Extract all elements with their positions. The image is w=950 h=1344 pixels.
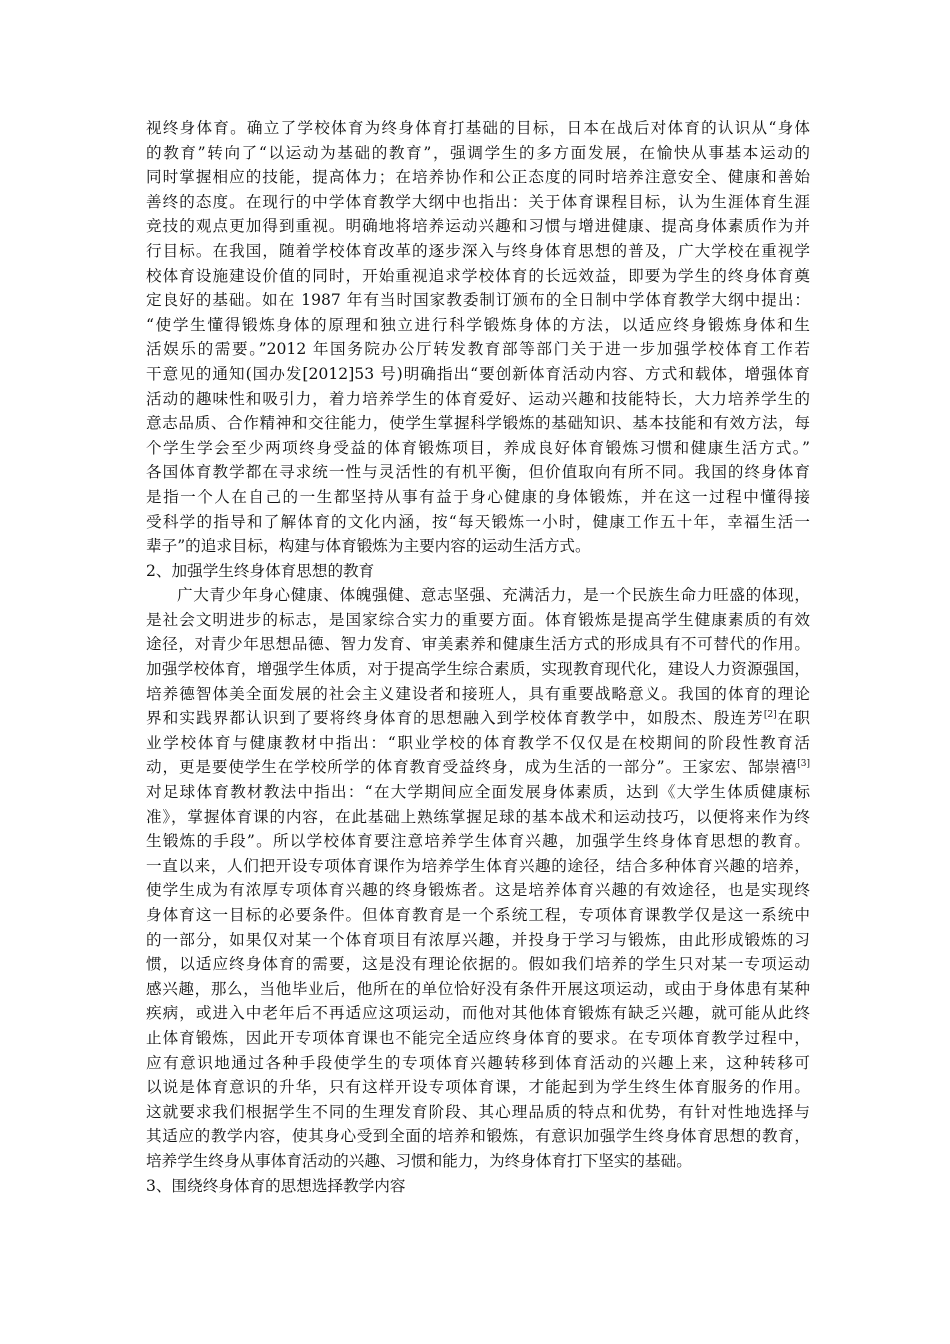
paragraph-continuation [146, 116, 810, 559]
citation-ref: [3] [797, 759, 810, 770]
text-line: 校体育设施建设价值的同时，开始重视追求学校体育的长远效益，即要为学生的终身体育奠 [146, 266, 810, 285]
text-line: 准》，掌握体育课的内容，在此基础上熟练掌握足球的基本战术和运动技巧，以便将来作为终 [146, 807, 810, 826]
text-line: 各国体育教学都在寻求统一性与灵活性的有机平衡，但价值取向有所不同。我国的终身体育 [146, 463, 810, 482]
text-line: 培养学生终身从事体育活动的兴趣、习惯和能力，为终身体育打下坚实的基础。 [146, 1151, 692, 1170]
text-line: 是指一个人在自己的一生都坚持从事有益于身心健康的身体锻炼，并在这一过程中懂得接 [146, 487, 810, 506]
text-line: 止体育锻炼，因此开专项体育课也不能完全适应终身体育的要求。在专项体育教学过程中， [146, 1028, 810, 1047]
text-line: 疾病，或进入中老年后不再适应这项运动，而他对其他体育锻炼有缺乏兴趣，就可能从此终 [146, 1004, 810, 1023]
text-line: 应有意识地通过各种手段使学生的专项体育兴趣转移到体育活动的兴趣上来，这种转移可 [146, 1053, 810, 1072]
text-line: 身体育这一目标的必要条件。但体育教育是一个系统工程，专项体育课教学仅是这一系统中 [146, 906, 810, 924]
text-line [146, 706, 810, 731]
text-line: “使学生懂得锻炼身体的原理和独立进行科学锻炼身体的方法，以适应终身锻炼身体和生 [146, 315, 810, 334]
text-line: 加强学校体育，增强学生体质，对于提高学生综合素质，实现教育现代化，建设人力资源强国， [146, 660, 810, 679]
citation-ref: [2] [763, 710, 777, 721]
text-segment: 界和实践界都认识到了要将终身体育的思想融入到学校体育教学中，如殷杰、殷连芳 [146, 709, 764, 728]
text-line: 对足球体育教材教法中指出：“在大学期间应全面发展身体素质，达到《大学生体质健康标 [146, 783, 810, 802]
text-line: 同时掌握相应的技能，提高体力；在培养协作和公正态度的同时培养注意安全、健康和善始 [146, 168, 810, 187]
text-segment: 在职 [776, 709, 810, 728]
text-line: 其适应的教学内容，使其身心受到全面的培养和锻炼，有意识加强学生终身体育思想的教育， [146, 1127, 810, 1146]
text-line: 培养德智体美全面发展的社会主义建设者和接班人，具有重要战略意义。我国的体育的理论 [146, 684, 810, 703]
text-line [146, 755, 810, 780]
text-line: 意志品质、合作精神和交往能力，使学生掌握科学锻炼的基础知识、基本技能和有效方法，每 [146, 414, 810, 433]
text-line: 使学生成为有浓厚专项体育兴趣的终身锻炼者。这是培养体育兴趣的有效途径，也是实现终 [146, 881, 810, 900]
text-line: 个学生学会至少两项终身受益的体育锻炼项目，养成良好体育锻炼习惯和健康生活方式。” [146, 438, 810, 457]
text-segment: 动，更是要使学生在学校所学的体育教育受益终身，成为生活的一部分”。王家宏、郜崇禧 [146, 758, 798, 777]
text-line: 广大青少年身心健康、体魄强健、意志坚强、充满活力，是一个民族生命力旺盛的体现， [177, 586, 810, 605]
text-line: 惯，以适应终身体育的需要，这是没有理论依据的。假如我们培养的学生只对某一专项运动 [146, 955, 810, 974]
text-line: 的一部分，如果仅对某一个体育项目有浓厚兴趣，并投身于学习与锻炼，由此形成锻炼的习 [146, 930, 810, 949]
text-line: 善终的态度。在现行的中学体育教学大纲中也指出：关于体育课程目标，认为生涯体育生涯 [146, 192, 810, 211]
text-line: 视终身体育。确立了学校体育为终身体育打基础的目标，日本在战后对体育的认识从“身体 [146, 119, 810, 137]
text-line: 活动的趣味性和吸引力，着力培养学生的体育爱好、运动兴趣和技能特长，大力培养学生的 [146, 389, 810, 408]
text-line: 一直以来，人们把开设专项体育课作为培养学生体育兴趣的途径，结合多种体育兴趣的培养， [146, 856, 810, 875]
text-line: 定良好的基础。如在 1987 年有当时国家教委制订颁布的全日制中学体育教学大纲中提出： [146, 291, 810, 310]
text-line: 竞技的观点更加得到重视。明确地将培养运动兴趣和习惯与增进健康、提高身体素质作为并 [146, 217, 810, 236]
text-line: 行目标。在我国，随着学校体育改革的逐步深入与终身体育思想的普及，广大学校在重视学 [146, 241, 810, 260]
section-heading-2: 2、加强学生终身体育思想的教育 [146, 561, 375, 580]
document-page [146, 116, 810, 1198]
text-line: 业学校体育与健康教材中指出：“职业学校的体育教学不仅仅是在校期间的阶段性教育活 [146, 733, 810, 752]
text-line: 途径，对青少年思想品德、智力发育、审美素养和健康生活方式的形成具有不可替代的作用。 [146, 635, 810, 654]
text-line: 是社会文明进步的标志，是国家综合实力的重要方面。体育锻炼是提高学生健康素质的有效 [146, 610, 810, 629]
paragraph-section-2 [146, 583, 810, 1173]
text-line: 生锻炼的手段”。所以学校体育要注意培养学生体育兴趣，加强学生终身体育思想的教育。 [146, 832, 810, 851]
text-line: 这就要求我们根据学生不同的生理发育阶段、其心理品质的特点和优势，有针对性地选择与 [146, 1102, 810, 1121]
text-line: 受科学的指导和了解体育的文化内涵，按“每天锻炼一小时，健康工作五十年，幸福生活一 [146, 512, 810, 531]
text-line: 干意见的通知(国办发[2012]53 号)明确指出“要创新体育活动内容、方式和载体，增强体育 [146, 364, 810, 383]
text-line: 的教育”转向了“以运动为基础的教育”，强调学生的多方面发展，在愉快从事基本运动的 [146, 143, 810, 162]
text-line: 辈子”的追求目标，构建与体育锻炼为主要内容的运动生活方式。 [146, 537, 591, 556]
text-line: 感兴趣，那么，当他毕业后，他所在的单位恰好没有条件开展这项运动，或由于身体患有某种 [146, 979, 810, 998]
text-line: 活娱乐的需要。”2012 年国务院办公厅转发教育部等部门关于进一步加强学校体育工作若 [146, 340, 810, 359]
section-heading-3: 3、围绕终身体育的思想选择教学内容 [146, 1176, 406, 1195]
text-line: 以说是体育意识的升华，只有这样开设专项体育课，才能起到为学生终生体育服务的作用。 [146, 1078, 810, 1097]
